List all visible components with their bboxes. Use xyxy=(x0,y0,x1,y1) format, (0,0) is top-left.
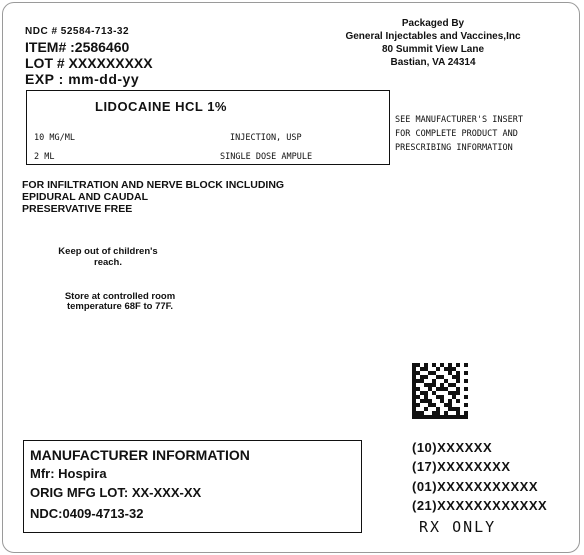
udi-serial-line: (21)XXXXXXXXXXXX xyxy=(412,498,548,513)
drug-route: INJECTION, USP xyxy=(230,133,302,143)
usage-statement xyxy=(22,179,284,215)
udi-expiry-line: (17)XXXXXXXX xyxy=(412,459,511,474)
packager-company: General Injectables and Vaccines,Inc xyxy=(345,31,521,42)
insert-line-3: PRESCRIBING INFORMATION xyxy=(395,143,513,153)
insert-line-1: SEE MANUFACTURER'S INSERT xyxy=(395,115,523,125)
manufacturer-title: MANUFACTURER INFORMATION xyxy=(30,447,250,463)
usage-line-3: PRESERVATIVE FREE xyxy=(22,203,133,215)
lot-number: LOT # XXXXXXXXX xyxy=(25,55,153,71)
item-number: ITEM# :2586460 xyxy=(25,39,130,55)
udi-gtin-line: (01)XXXXXXXXXXX xyxy=(412,479,538,494)
datamatrix-barcode-icon xyxy=(412,362,468,420)
usage-line-1: FOR INFILTRATION AND NERVE BLOCK INCLUDING xyxy=(22,179,285,191)
keep-out-warning: Keep out of children's reach. xyxy=(58,246,158,268)
udi-lot-line: (10)XXXXXX xyxy=(412,440,493,455)
drug-info-box xyxy=(26,90,390,165)
rx-only: RX ONLY xyxy=(419,518,497,536)
original-lot: ORIG MFG LOT: XX-XXX-XX xyxy=(30,485,202,500)
packager-heading: Packaged By xyxy=(401,18,465,29)
drug-label xyxy=(2,2,580,553)
storage-instruction: Store at controlled room temperature 68F to 77F. xyxy=(64,291,176,312)
manufacturer-ndc: NDC:0409-4713-32 xyxy=(30,506,144,521)
drug-volume: 2 ML xyxy=(34,152,55,162)
packager-city: Bastian, VA 24314 xyxy=(390,57,476,68)
packager-info xyxy=(323,17,543,69)
drug-name: LIDOCAINE HCL 1% xyxy=(95,99,227,114)
drug-strength: 10 MG/ML xyxy=(34,133,75,143)
ndc-number: NDC # 52584-713-32 xyxy=(25,26,130,37)
expiration-date: EXP : mm-dd-yy xyxy=(25,71,140,87)
manufacturer-info-box xyxy=(23,440,362,533)
drug-dosage-form: SINGLE DOSE AMPULE xyxy=(220,152,313,162)
insert-line-2: FOR COMPLETE PRODUCT AND xyxy=(395,129,518,139)
insert-notice xyxy=(395,113,523,155)
manufacturer-name: Mfr: Hospira xyxy=(30,466,107,481)
packager-street: 80 Summit View Lane xyxy=(381,44,485,55)
usage-line-2: EPIDURAL AND CAUDAL xyxy=(22,191,148,203)
